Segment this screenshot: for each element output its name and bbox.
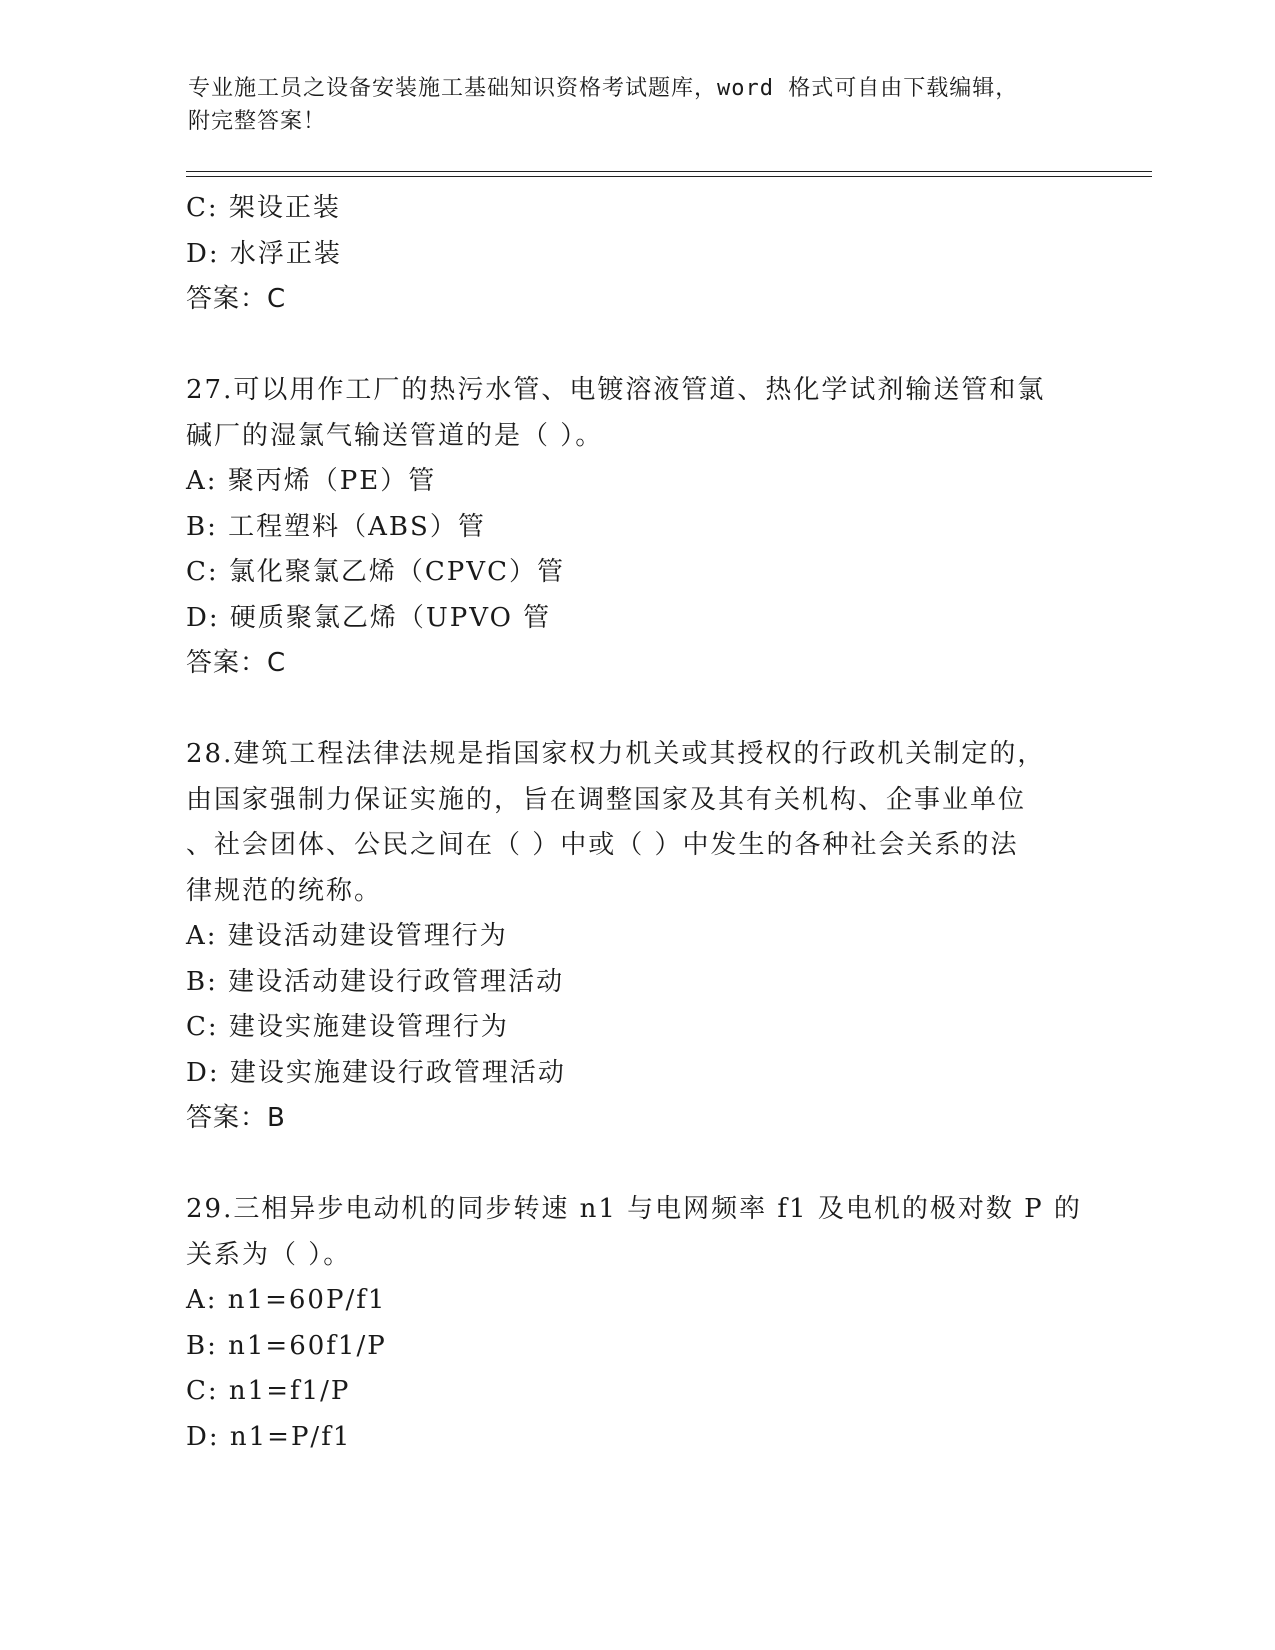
question-text-line: 27.可以用作工厂的热污水管、电镀溶液管道、热化学试剂输送管和氯: [186, 375, 1046, 405]
header-rule-bottom: [186, 176, 1152, 177]
option-b: B: 工程塑料（ABS）管: [186, 511, 486, 542]
question-text-line: 29.三相异步电动机的同步转速 n1 与电网频率 f1 及电机的极对数 P 的: [186, 1194, 1082, 1224]
question-text-line: 碱厂的湿氯气输送管道的是（ ）。: [186, 420, 604, 451]
document-header: [188, 72, 1088, 138]
question-text-line: 、社会团体、公民之间在（ ）中或（ ）中发生的各种社会关系的法: [186, 830, 1019, 860]
option-b: B: 建设活动建设行政管理活动: [186, 966, 565, 997]
answer-line: 答案：B: [186, 1103, 286, 1133]
question-text-line: 28.建筑工程法律法规是指国家权力机关或其授权的行政机关制定的，: [186, 739, 1046, 769]
option-c: C: 建设实施建设管理行为: [186, 1012, 509, 1042]
question-28-block: [186, 732, 1086, 1142]
question-29-block: [186, 1187, 1086, 1460]
question-list: [186, 186, 1086, 1460]
option-d: D: 建设实施建设行政管理活动: [186, 1057, 566, 1088]
option-a: A: n1=60P/f1: [186, 1285, 387, 1315]
option-c: C: 氯化聚氯乙烯（CPVC）管: [186, 557, 565, 587]
option-d: D: 水浮正装: [186, 238, 342, 269]
question-text-line: 由国家强制力保证实施的，旨在调整国家及其有关机构、企事业单位: [186, 784, 1027, 815]
option-d: D: 硬质聚氯乙烯（UPVO 管: [186, 602, 552, 633]
previous-question-block: [186, 186, 1086, 323]
option-a: A: 聚丙烯（PE）管: [186, 466, 437, 496]
answer-line: 答案：C: [186, 284, 287, 314]
header-line-2: 附完整答案！: [188, 109, 327, 134]
option-d: D: n1=P/f1: [186, 1421, 352, 1452]
option-c: C: 架设正装: [186, 193, 341, 223]
option-c: C: n1=f1/P: [186, 1376, 351, 1406]
question-text-line: 律规范的统称。: [186, 875, 383, 906]
header-line-1: 专业施工员之设备安装施工基础知识资格考试题库，word 格式可自由下载编辑，: [188, 76, 1019, 101]
question-27-block: [186, 368, 1086, 687]
question-text-line: 关系为（ ）。: [186, 1239, 352, 1270]
header-rule-top: [186, 171, 1152, 172]
answer-line: 答案：C: [186, 648, 287, 678]
option-a: A: 建设活动建设管理行为: [186, 921, 508, 951]
option-b: B: n1=60f1/P: [186, 1330, 387, 1361]
